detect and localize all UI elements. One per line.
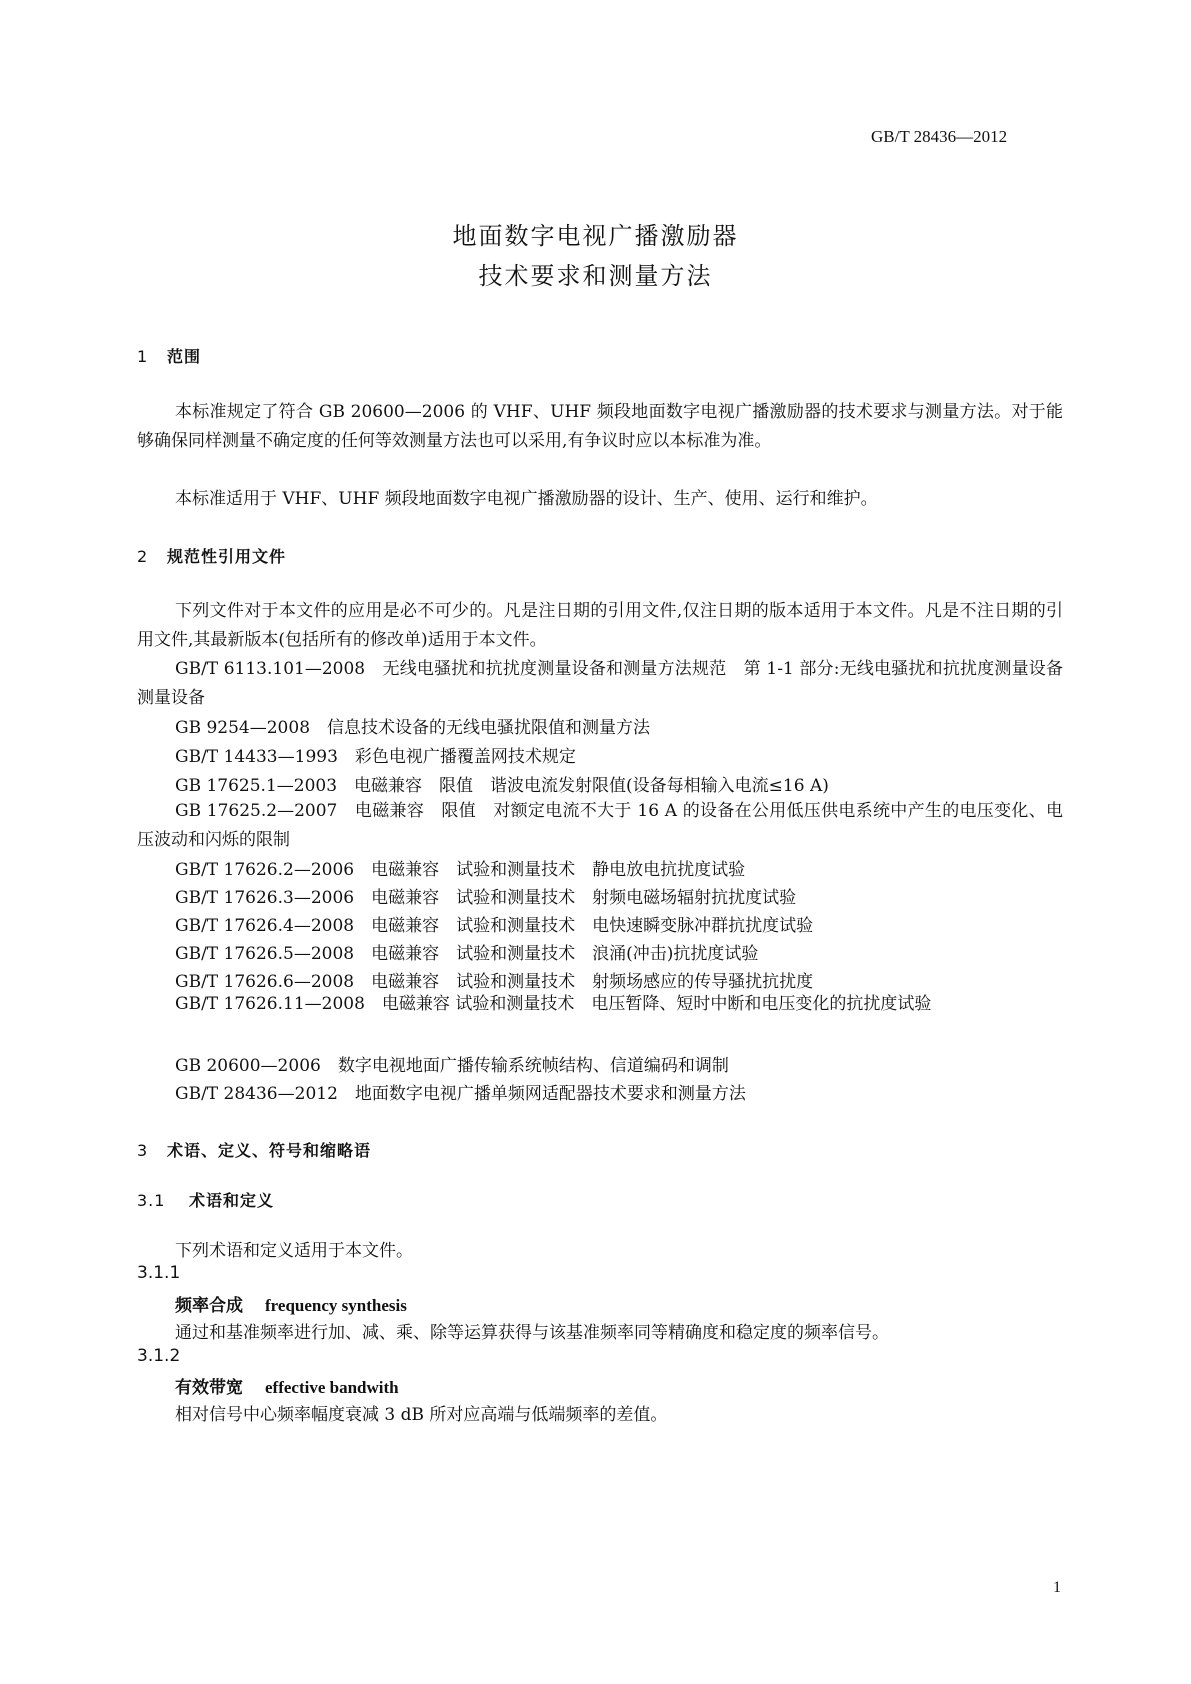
section-title: 术语、定义、符号和缩略语: [167, 1141, 372, 1160]
document-title-line1: 地面数字电视广播激励器: [452, 222, 739, 250]
term-heading: [175, 1373, 399, 1398]
subsection-intro: 下列术语和定义适用于本文件。: [175, 1241, 413, 1261]
section-1-paragraph-2: 本标准适用于 VHF、UHF 频段地面数字电视广播激励器的设计、生产、使用、运行和维护。: [175, 489, 878, 509]
term-definition: 相对信号中心频率幅度衰减 3 dB 所对应高端与低端频率的差值。: [175, 1405, 668, 1425]
section-title: 范围: [167, 347, 202, 366]
reference-item: GB/T 28436—2012 地面数字电视广播单频网适配器技术要求和测量方法: [175, 1084, 746, 1104]
section-2-heading: [137, 544, 286, 567]
section-title: 规范性引用文件: [167, 547, 287, 566]
term-chinese: 频率合成: [175, 1296, 243, 1316]
section-1-heading: [137, 344, 201, 367]
reference-item: GB/T 6113.101—2008 无线电骚扰和抗扰度测量设备和测量方法规范 第 1-1 部分:无线电骚扰和抗扰度测量设备 测量设备: [137, 659, 1080, 708]
reference-item: GB/T 17626.6—2008 电磁兼容 试验和测量技术 射频场感应的传导骚扰抗扰度: [175, 972, 814, 992]
section-2-intro: 下列文件对于本文件的应用是必不可少的。凡是注日期的引用文件,仅注日期的版本适用于本文件。凡是不注日期的引用文件,其最新版本(包括所有的修改单)适用于本文件。: [137, 601, 1063, 650]
reference-item: GB/T 17626.5—2008 电磁兼容 试验和测量技术 浪涌(冲击)抗扰度试验: [175, 944, 759, 964]
term-number: 3.1.1: [137, 1263, 181, 1283]
subsection-title: 术语和定义: [189, 1191, 275, 1210]
section-number: 2: [137, 547, 149, 566]
term-chinese: 有效带宽: [175, 1378, 243, 1398]
section-3-heading: [137, 1138, 371, 1161]
subsection-number: 3.1: [137, 1191, 166, 1210]
document-title-line2: 技术要求和测量方法: [478, 262, 713, 290]
section-number: 3: [137, 1141, 149, 1160]
page-number: 1: [1053, 1579, 1061, 1596]
term-heading: [175, 1291, 407, 1316]
term-definition: 通过和基准频率进行加、减、乘、除等运算获得与该基准频率同等精确度和稳定度的频率信号。: [175, 1323, 889, 1343]
standard-number: GB/T 28436—2012: [871, 127, 1008, 146]
section-number: 1: [137, 347, 149, 366]
subsection-3-1-heading: [137, 1188, 274, 1211]
term-english: effective bandwith: [265, 1378, 399, 1397]
reference-item: GB/T 14433—1993 彩色电视广播覆盖网技术规定: [175, 747, 576, 767]
reference-item: GB/T 17626.3—2006 电磁兼容 试验和测量技术 射频电磁场辐射抗扰度试验: [175, 888, 797, 908]
section-1-paragraph-1: 本标准规定了符合 GB 20600—2006 的 VHF、UHF 频段地面数字电视广播激励器的技术要求与测量方法。对于能够确保同样测量不确定度的任何等效测量方法也可以采用,有争议时应以本标准为准。: [137, 402, 1063, 451]
reference-item: GB 17625.1—2003 电磁兼容 限值 谐波电流发射限值(设备每相输入电流≤16 A): [175, 776, 829, 796]
reference-item: GB/T 17626.2—2006 电磁兼容 试验和测量技术 静电放电抗扰度试验: [175, 860, 746, 880]
reference-item: GB 20600—2006 数字电视地面广播传输系统帧结构、信道编码和调制: [175, 1056, 729, 1076]
reference-item: GB/T 17626.11—2008 电磁兼容 试验和测量技术 电压暂降、短时中断和电压变化的抗扰度试验: [175, 994, 932, 1014]
reference-item: GB/T 17626.4—2008 电磁兼容 试验和测量技术 电快速瞬变脉冲群抗扰度试验: [175, 916, 814, 936]
reference-item: GB 9254—2008 信息技术设备的无线电骚扰限值和测量方法: [175, 718, 651, 738]
term-number: 3.1.2: [137, 1346, 181, 1366]
term-english: frequency synthesis: [265, 1296, 407, 1315]
reference-item: GB 17625.2—2007 电磁兼容 限值 对额定电流不大于 16 A 的设备在公用低压供电系统中产生的电压变化、电压波动和闪烁的限制: [137, 801, 1063, 850]
